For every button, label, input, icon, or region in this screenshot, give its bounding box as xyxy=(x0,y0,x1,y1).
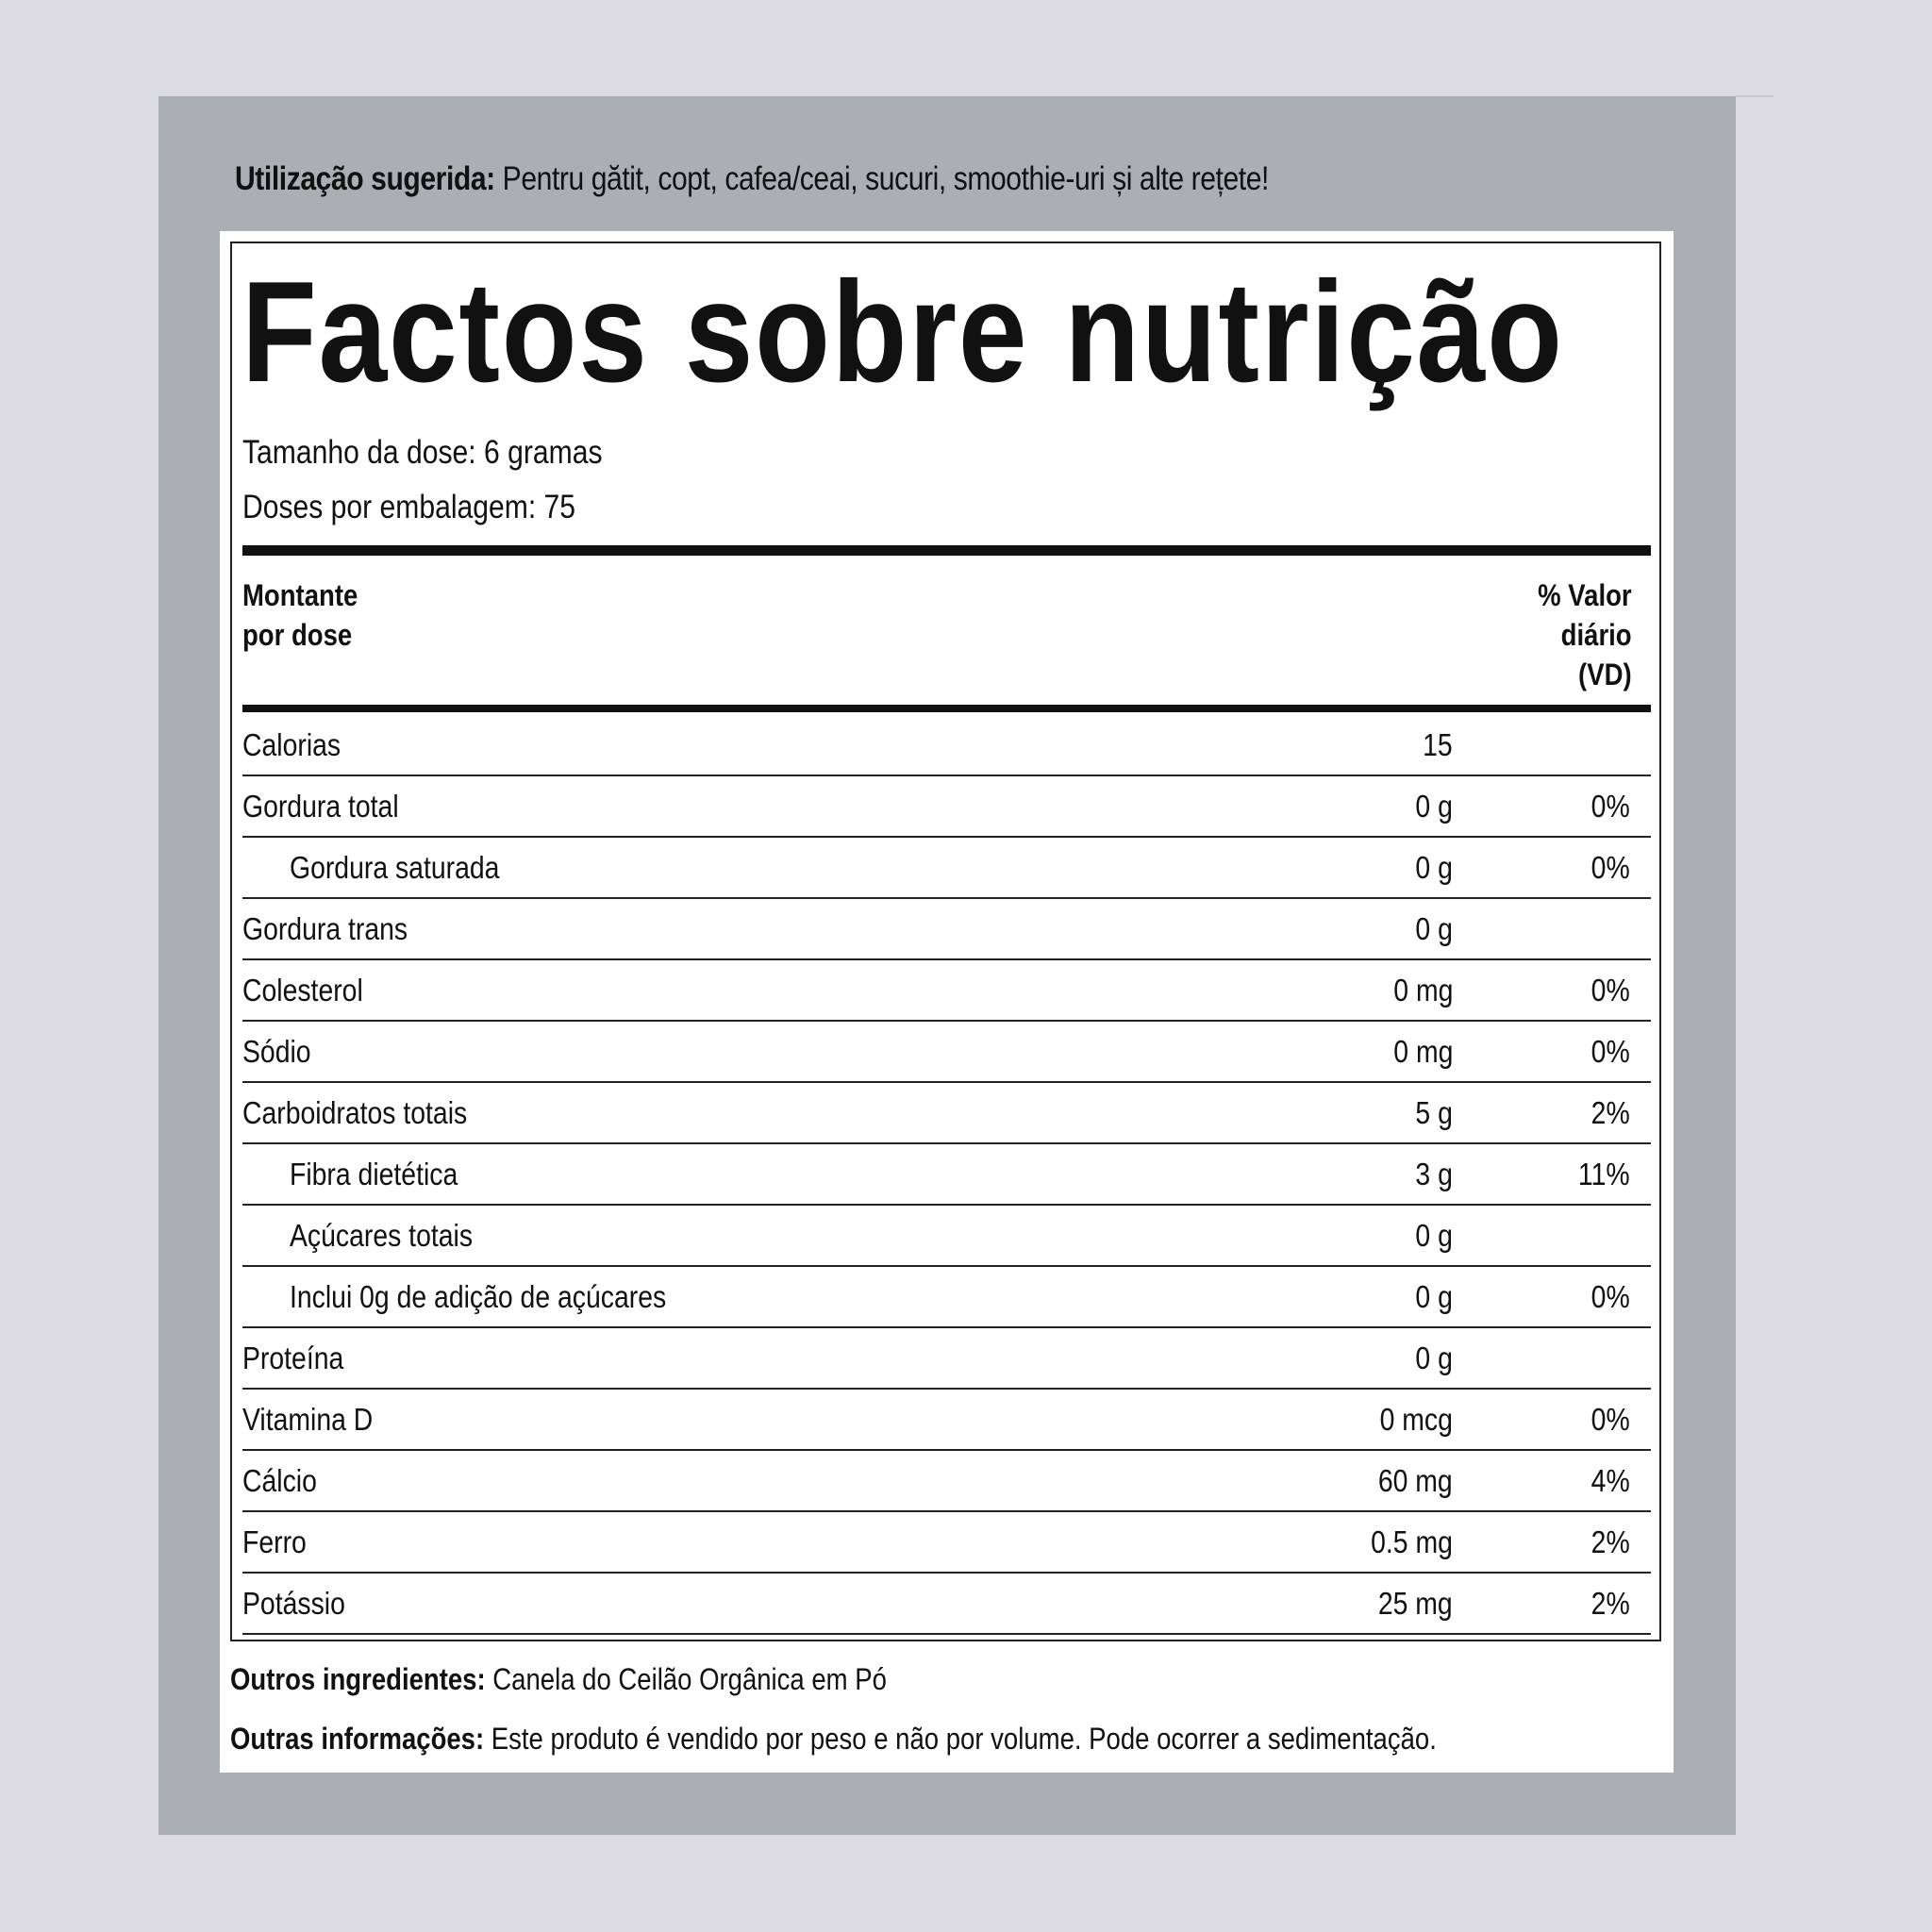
nutrient-amount: 15 xyxy=(1423,727,1453,762)
other-ingredients xyxy=(230,1662,887,1697)
nutrient-amount: 0 mg xyxy=(1392,1034,1453,1069)
nutrient-daily-value: 0% xyxy=(1591,1402,1630,1437)
nutrient-name: Calorias xyxy=(242,727,341,762)
suggested-use-text: Pentru gătit, copt, cafea/ceai, sucuri, smoothie-uri și alte rețete! xyxy=(494,160,1269,197)
nutrient-amount: 0 g xyxy=(1415,789,1453,824)
daily-value-header xyxy=(1539,575,1632,694)
nutrient-name: Proteína xyxy=(242,1341,344,1375)
dv-header-line3: (VD) xyxy=(1578,658,1632,691)
nutrient-name: Colesterol xyxy=(242,973,363,1008)
nutrient-table xyxy=(242,715,1651,1635)
nutrient-name: Fibra dietética xyxy=(290,1157,458,1191)
nutrient-amount: 0 mg xyxy=(1392,973,1453,1008)
dv-header-line1: % Valor xyxy=(1538,578,1632,612)
nutrient-daily-value: 2% xyxy=(1591,1586,1630,1621)
nutrient-name: Sódio xyxy=(242,1034,311,1069)
nutrient-amount: 0 g xyxy=(1415,1279,1453,1314)
nutrient-row xyxy=(242,899,1651,960)
nutrient-daily-value: 0% xyxy=(1591,1034,1630,1069)
amount-header-line1: Montante xyxy=(242,578,358,612)
other-information-text: Este produto é vendido por peso e não por volume. Pode ocorrer a sedimentação. xyxy=(484,1722,1437,1756)
amount-per-serving-header xyxy=(242,575,358,655)
nutrient-row xyxy=(242,838,1651,899)
nutrient-daily-value: 2% xyxy=(1591,1095,1630,1130)
nutrient-row xyxy=(242,1267,1651,1328)
panel-edge-line xyxy=(1736,95,1774,97)
nutrient-name: Gordura trans xyxy=(242,911,408,946)
dv-header-line2: diário xyxy=(1561,618,1632,652)
servings-per-container: Doses por embalagem: 75 xyxy=(242,489,576,525)
nutrient-daily-value: 0% xyxy=(1591,1279,1630,1314)
nutrition-title: Factos sobre nutrição xyxy=(242,252,1564,412)
nutrient-daily-value: 0% xyxy=(1591,973,1630,1008)
nutrient-name: Açúcares totais xyxy=(290,1218,474,1253)
nutrient-daily-value: 4% xyxy=(1591,1463,1630,1498)
other-ingredients-label: Outros ingredientes: xyxy=(230,1662,486,1696)
nutrient-amount: 0 g xyxy=(1415,1341,1453,1375)
nutrient-row xyxy=(242,715,1651,776)
nutrient-name: Gordura total xyxy=(242,789,399,824)
nutrient-daily-value: 11% xyxy=(1578,1157,1630,1191)
nutrient-row xyxy=(242,960,1651,1022)
nutrient-daily-value: 0% xyxy=(1591,850,1630,885)
thick-divider-header xyxy=(242,705,1651,712)
nutrient-amount: 0 g xyxy=(1415,850,1453,885)
thick-divider-top xyxy=(242,545,1651,556)
nutrient-amount: 25 mg xyxy=(1378,1586,1453,1621)
nutrient-row xyxy=(242,1574,1651,1635)
serving-size: Tamanho da dose: 6 gramas xyxy=(242,434,603,471)
nutrient-row xyxy=(242,1328,1651,1390)
other-information-label: Outras informações: xyxy=(230,1722,485,1756)
nutrient-name: Vitamina D xyxy=(242,1402,374,1437)
nutrient-row xyxy=(242,1390,1651,1451)
suggested-use-label: Utilização sugerida: xyxy=(235,160,495,197)
suggested-use xyxy=(235,160,1269,198)
nutrient-row xyxy=(242,1206,1651,1267)
nutrient-name: Cálcio xyxy=(242,1463,317,1498)
nutrient-daily-value: 0% xyxy=(1591,789,1630,824)
nutrient-row xyxy=(242,1144,1651,1206)
nutrient-daily-value: 2% xyxy=(1591,1524,1630,1559)
nutrient-name: Potássio xyxy=(242,1586,345,1621)
nutrient-name: Inclui 0g de adição de açúcares xyxy=(290,1279,667,1314)
other-information xyxy=(230,1722,1437,1757)
nutrient-amount: 0 mcg xyxy=(1379,1402,1453,1437)
nutrient-name: Gordura saturada xyxy=(290,850,500,885)
nutrient-amount: 0.5 mg xyxy=(1371,1524,1453,1559)
nutrient-name: Ferro xyxy=(242,1524,307,1559)
nutrient-row xyxy=(242,1022,1651,1083)
nutrient-amount: 0 g xyxy=(1415,1218,1453,1253)
other-ingredients-text: Canela do Ceilão Orgânica em Pó xyxy=(485,1662,887,1696)
nutrient-row xyxy=(242,1451,1651,1512)
nutrient-amount: 3 g xyxy=(1415,1157,1453,1191)
nutrient-row xyxy=(242,1083,1651,1144)
amount-header-line2: por dose xyxy=(242,618,353,652)
nutrient-amount: 60 mg xyxy=(1378,1463,1453,1498)
nutrient-row xyxy=(242,1512,1651,1574)
nutrient-amount: 5 g xyxy=(1415,1095,1453,1130)
nutrient-amount: 0 g xyxy=(1415,911,1453,946)
nutrient-name: Carboidratos totais xyxy=(242,1095,468,1130)
nutrient-row xyxy=(242,776,1651,838)
